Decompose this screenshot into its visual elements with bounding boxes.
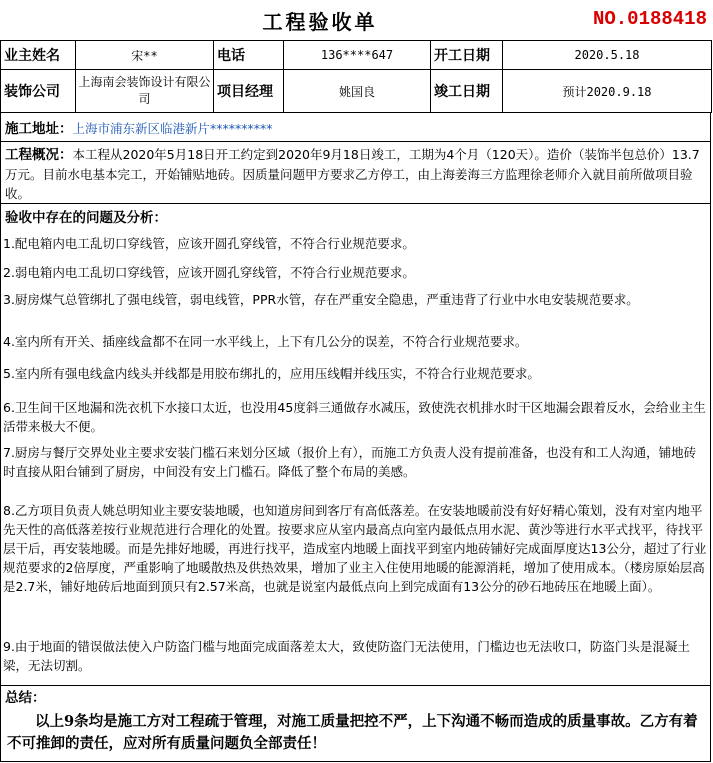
manager-value: 姚国良 [284,70,431,113]
overview-section [0,141,711,204]
company-label: 装饰公司 [1,70,76,113]
finish-date-value: 预计2020.9.18 [503,70,712,113]
summary-section [0,685,711,762]
summary-label: 总结： [5,690,46,706]
info-table [0,40,712,113]
address-row [0,113,711,142]
owner-label: 业主姓名 [1,41,76,70]
issue-item: 1.配电箱内电工乱切口穿线管，应该开圆孔穿线管，不符合行业规范要求。 [3,236,415,251]
issue-item: 3.厨房煤气总管绑扎了强电线管，弱电线管，PPR水管，存在严重安全隐患，严重违背了行业中水电安装规范要求。 [3,292,639,307]
phone-value: 136****647 [284,41,431,70]
issue-item: 6.卫生间干区地漏和洗衣机下水接口太近，也没用45度斜三通做存水减压，致使洗衣机排水时干区地漏会跟着反水，会给业主生活带来极大不便。 [3,400,706,434]
company-value: 上海南会装饰设计有限公司 [76,70,214,113]
issues-label: 验收中存在的问题及分析： [5,210,167,226]
overview-text: 本工程从2020年5月18日开工约定到2020年9月18日竣工，工期为4个月（120天）。造价（装饰半包总价）13.7万元。目前水电基本完工，开始铺贴地砖。因质量问题甲方要求乙方停工，由上海姜海三方监理徐老师介入就目前所做项目验收。 [5,147,700,201]
address-value: 上海市浦东新区临港新片********** [72,121,273,136]
manager-label: 项目经理 [214,70,284,113]
issues-section [0,203,711,686]
overview-label: 工程概况： [5,147,73,163]
issue-item: 4.室内所有开关、插座线盒都不在同一水平线上，上下有几公分的误差，不符合行业规范要求。 [3,334,528,349]
issue-item: 5.室内所有强电线盒内线头并线都是用胶布绑扎的，应用压线帽并线压实，不符合行业规范要求。 [3,366,540,381]
issue-item: 9.由于地面的错误做法使入户防盗门槛与地面完成面落差太大，致使防盗门无法使用，门槛边也无法收口，防盗门头是混凝土梁，无法切割。 [3,639,690,673]
start-date-value: 2020.5.18 [503,41,712,70]
finish-date-label: 竣工日期 [431,70,503,113]
document-title: 工程验收单 [262,10,378,34]
title-row [0,0,713,40]
issue-item: 2.弱电箱内电工乱切口穿线管，应该开圆孔穿线管，不符合行业规范要求。 [3,265,415,280]
start-date-label: 开工日期 [431,41,503,70]
issue-item: 7.厨房与餐厅交界处业主要求安装门槛石来划分区域（报价上有），而施工方负责人没有提前准备，也没有和工人沟通，铺地砖时直接从阳台铺到了厨房，中间没有安上门槛石。降低了整个布局的美感。 [3,445,697,479]
owner-value: 宋** [76,41,214,70]
summary-text: 以上9条均是施工方对工程疏于管理，对施工质量把控不严，上下沟通不畅而造成的质量事故。乙方有着不可推卸的责任，应对所有质量问题负全部责任！ [7,713,698,752]
document-number: NO.0188418 [592,8,707,30]
issue-item: 8.乙方项目负责人姚总明知业主要安装地暖，也知道房间到客厅有高低落差。在安装地暖前没有好好精心策划，没有对室内地平先天性的高低落差按行业规范进行合理化的处置。按要求应从室内最高点向室内最低点用水泥、黄沙等进行水平式找平，待找平层干后，再安装地暖。而是先排好地暖，再进行找平，造成室内地暖上面找平到室内地砖铺好完成面厚度达13公分，超过了行业规范要求的2倍厚度，严重影响了地暖散热及供热效果，增加了业主入住使用地暖的能源消耗，增加了使用成本。（楼房原始层高是2.7米，铺好地砖后地面到顶只有2.57米高，也就是说室内最低点向上到完成面有13公分的砂石地砖压在地暖上面）。 [3,503,707,594]
phone-label: 电话 [214,41,284,70]
address-label: 施工地址： [5,121,73,137]
